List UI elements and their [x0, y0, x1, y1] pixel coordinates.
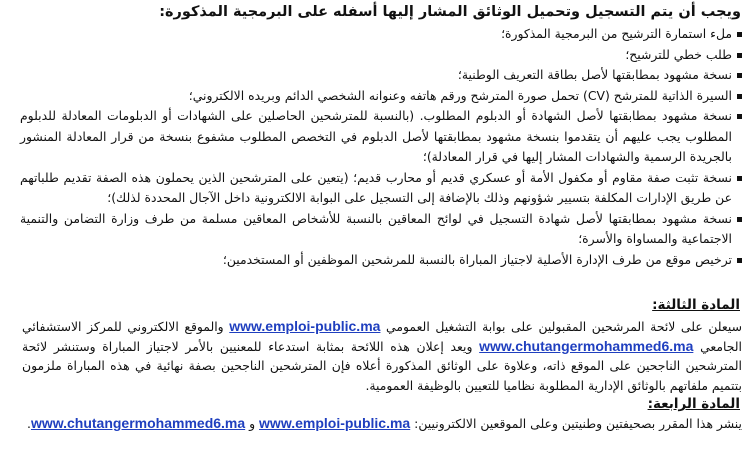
list-item: نسخة مشهود بمطابقتها لأصل بطاقة التعريف الوطنية؛: [20, 65, 742, 86]
chutanger-link[interactable]: www.chutangermohammed6.ma: [479, 337, 694, 354]
article-3-text-1: سيعلن على لائحة المرشحين المقبولين على بوابة التشغيل العمومي: [386, 319, 742, 334]
list-item: نسخة مشهود بمطابقتها لأصل الشهادة أو الدبلوم المطلوب. (بالنسبة للمترشحين الحاصلين على الشهادات أو الدبلومات المعادلة للدبلوم المطلوب يجب عليهم أن يتقدموا بنسخة مشهود بمطابقتها لأصل الدبلوم في التخصص المطلوب مشفوع بنسخة من قرار المعادلة المنشور بالجريدة الرسمية والشهادات المشار إليها في قرار المعادلة)؛: [20, 106, 742, 168]
article-3-paragraph: [22, 317, 742, 395]
article-4-paragraph: [22, 414, 742, 434]
article-4-title: المادة الرابعة:: [647, 396, 740, 412]
list-item: طلب خطي للترشيح؛: [20, 45, 742, 66]
requirements-list: [20, 24, 742, 270]
list-item: ملء استمارة الترشيح من البرمجية المذكورة؛: [20, 24, 742, 45]
article-3-title: المادة الثالثة:: [652, 297, 740, 313]
list-item: نسخة مشهود بمطابقتها لأصل شهادة التسجيل في لوائح المعاقين بالنسبة للأشخاص المعاقين مسلمة من طرف وزارة التضامن والتنمية الاجتماعية والمساواة والأسرة؛: [20, 209, 742, 250]
article-3-text-2: والموقع الالكتروني للمركز الاستشفائي الجامعي: [22, 319, 742, 354]
chutanger-link[interactable]: www.chutangermohammed6.ma: [30, 415, 246, 431]
article-4-text-2: و: [249, 416, 256, 431]
section-heading: ويجب أن يتم التسجيل وتحميل الوثائق المشار إليها أسفله على البرمجية المذكورة:: [159, 4, 741, 20]
list-item: ترخيص موقع من طرف الإدارة الأصلية لاجتياز المباراة بالنسبة للمرشحين الموظفين أو المستخدمين؛: [20, 250, 742, 271]
list-item: نسخة تثبت صفة مقاوم أو مكفول الأمة أو عسكري قديم أو محارب قديم؛ (يتعين على المترشحين الذين يحملون هذه الصفة تقديم طلباتهم عن طريق الإدارات المكلفة بتسيير شؤونهم وذلك بالإضافة إلى التسجيل على البوابة الالكترونية داخل الآجال المحددة لذلك)؛: [20, 168, 742, 209]
list-item: السيرة الذاتية للمترشح (CV) تحمل صورة المترشح ورقم هاتفه وعنوانه الشخصي الدائم وبريده الالكتروني؛: [20, 86, 742, 107]
emploi-public-link[interactable]: www.emploi-public.ma: [229, 318, 381, 334]
emploi-public-link[interactable]: www.emploi-public.ma: [259, 415, 411, 431]
article-4-text-3: .: [27, 416, 31, 431]
article-3-text-3: ويعد إعلان هذه اللائحة بمثابة استدعاء للمعنيين بالأمر لاجتياز المباراة وستنشر لائحة المترشحين الناجحين على الموقع ذاته، وعلاوة على الوثائق المذكورة أعلاه فإن المترشحين الناجحين بصفة نهائية في هذه المباراة ملزمون بتتميم ملفاتهم بالوثائق الإدارية المطلوبة نظاميا للتعيين بالوظيفة العمومية.: [22, 338, 742, 393]
article-4-text-1: ينشر هذا المقرر بصحيفتين وطنيتين وعلى الموقعين الالكترونيين:: [414, 416, 742, 431]
